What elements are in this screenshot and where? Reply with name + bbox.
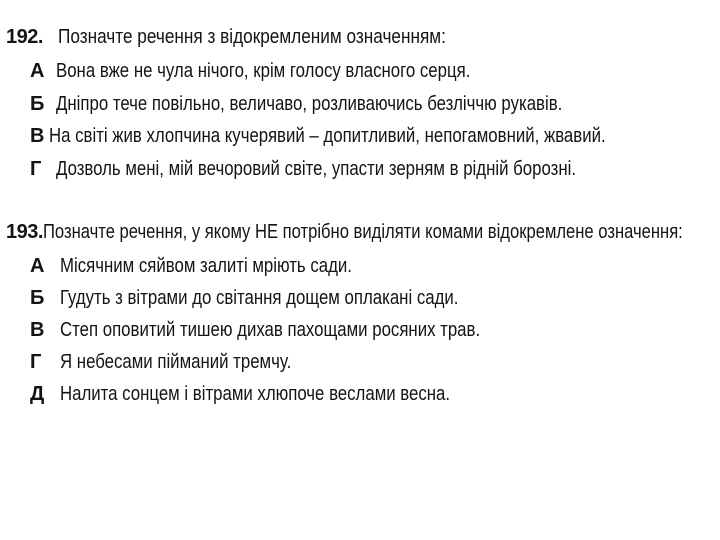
option-letter: Г <box>30 157 42 180</box>
answer-option-h <box>6 351 712 383</box>
question-header <box>6 26 712 56</box>
option-letter: В <box>30 319 45 341</box>
option-letter: А <box>30 60 45 82</box>
option-letter: В <box>30 125 45 147</box>
answer-option-b <box>6 287 712 319</box>
answer-option-b <box>6 93 712 126</box>
option-text: Гудуть з вітрами до світання дощем оплакані сади. <box>60 287 459 309</box>
answer-options <box>6 60 712 190</box>
option-text: На світі жив хлопчина кучерявий – допитливий, непогамовний, жвавий. <box>49 125 606 147</box>
question-number: 193. <box>6 221 43 243</box>
option-text: Степ оповитий тишею дихав пахощами росяних трав. <box>60 319 481 341</box>
option-letter: Г <box>30 351 42 373</box>
answer-option-a <box>6 60 712 93</box>
option-letter: Б <box>30 287 45 309</box>
question-192 <box>6 26 712 190</box>
question-header <box>6 221 712 251</box>
option-letter: Д <box>30 383 45 405</box>
option-text: Налита сонцем і вітрами хлюпоче веслами весна. <box>60 383 451 405</box>
question-prompt: Позначте речення з відокремленим означенням: <box>58 26 446 48</box>
option-text: Я небесами піймaний тремчу. <box>60 351 292 373</box>
option-letter: А <box>30 255 45 277</box>
option-text: Місячним сяйвом залиті мріють сади. <box>60 255 352 277</box>
answer-option-v <box>6 319 712 351</box>
question-prompt: Позначте речення, у якому НЕ потрібно виділяти комами відокремлене означення: <box>42 221 683 243</box>
answer-option-h <box>6 158 712 191</box>
option-text: Вона вже не чула нічого, крім голосу власного серця. <box>56 60 471 82</box>
question-193 <box>6 221 712 415</box>
answer-options <box>6 255 712 415</box>
answer-option-a <box>6 255 712 287</box>
option-text: Дозволь мені, мій вечоровий світе, упасти зерням в рідній борозні. <box>56 157 576 180</box>
question-number: 192. <box>6 26 43 48</box>
option-letter: Б <box>30 92 45 115</box>
answer-option-d <box>6 383 712 415</box>
answer-option-v <box>6 125 712 158</box>
option-text: Дніпро тече повільно, величаво, розливаючись безліччю рукавів. <box>56 92 563 115</box>
